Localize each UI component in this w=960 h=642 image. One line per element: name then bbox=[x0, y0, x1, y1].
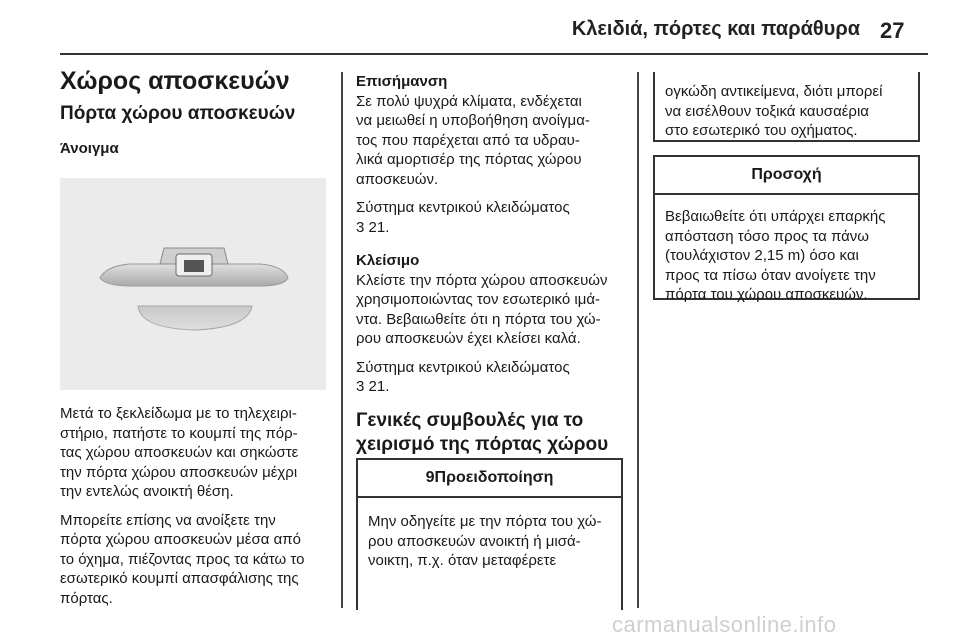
warning-title: 9Προειδοποίηση bbox=[358, 460, 621, 498]
header-rule bbox=[60, 53, 928, 55]
central-locking-reference[interactable]: Σύστημα κεντρικού κλειδώματος 3 21. bbox=[356, 199, 570, 236]
opening-heading: Άνοιγμα bbox=[60, 140, 119, 157]
warning-continuation-box bbox=[653, 72, 920, 142]
central-locking-reference-2[interactable]: Σύστημα κεντρικού κλειδώματος 3 21. bbox=[356, 358, 570, 395]
warning-continuation-text: ογκώδη αντικείμενα, διότι μπορεί να εισέλθουν τοξικά καυσαέρια στο εσωτερικό του οχήματος. bbox=[665, 83, 883, 139]
interior-release-paragraph: Μπορείτε επίσης να ανοίξετε την πόρτα χώρου αποσκευών μέσα από το όχημα, πιέζοντας προς τα κάτω το εσωτερικό κουμπί απασφάλισης της πόρτας. bbox=[60, 511, 305, 607]
warning-box bbox=[356, 458, 623, 610]
warning-text: Μην οδηγείτε με την πόρτα του χώ- ρου αποσκευών ανοικτή ή μισά- νοικτη, π.χ. όταν μεταφέρετε bbox=[368, 513, 602, 569]
column-divider-1 bbox=[341, 72, 343, 608]
subsection-title: Πόρτα χώρου αποσκευών bbox=[60, 102, 296, 124]
opening-paragraph: Μετά το ξεκλείδωμα με το τηλεχειρι- στήριο, πατήστε το κουμπί της πόρ- τας χώρου αποσκευών και σηκώστε την πόρτα χώρου αποσκευών μέχρι την εντελώς ανοικτή θέση. bbox=[60, 405, 299, 500]
running-header-title: Κλειδιά, πόρτες και παράθυρα bbox=[571, 18, 860, 40]
page-number: 27 bbox=[880, 18, 905, 43]
watermark: carmanualsonline.info bbox=[612, 612, 837, 637]
note-heading: Επισήμανση bbox=[356, 73, 448, 90]
note-paragraph: Σε πολύ ψυχρά κλίματα, ενδέχεται να μειωθεί η υποβοήθηση ανοίγμα- τος που παρέχεται από τα υδραυ- λικά αμορτισέρ της πόρτας χώρου αποσκευών. bbox=[356, 92, 590, 188]
left-body bbox=[60, 404, 335, 617]
left-column bbox=[60, 67, 330, 159]
caution-title: Προσοχή bbox=[655, 157, 918, 195]
tips-heading: Γενικές συμβουλές για το χειρισμό της πόρτας χώρου bbox=[356, 409, 609, 455]
column-divider-2 bbox=[637, 72, 639, 608]
closing-heading: Κλείσιμο bbox=[356, 252, 420, 269]
section-title: Χώρος αποσκευών bbox=[60, 67, 290, 95]
middle-column bbox=[356, 72, 631, 481]
caution-text: Βεβαιωθείτε ότι υπάρχει επαρκής απόσταση τόσο προς τα πάνω (τουλάχιστον 2,15 m) όσο και προς τα πίσω όταν ανοίγετε την πόρτα του χώρου αποσκευών. bbox=[665, 208, 886, 303]
closing-paragraph: Κλείστε την πόρτα χώρου αποσκευών χρησιμοποιώντας τον εσωτερικό ιμά- ντα. Βεβαιωθείτε ότι η πόρτα του χώ- ρου αποσκευών έχει κλείσει καλά. bbox=[356, 271, 608, 347]
caution-box bbox=[653, 155, 920, 303]
tailgate-release-button-illustration bbox=[60, 178, 326, 390]
handle-icon bbox=[60, 178, 326, 390]
